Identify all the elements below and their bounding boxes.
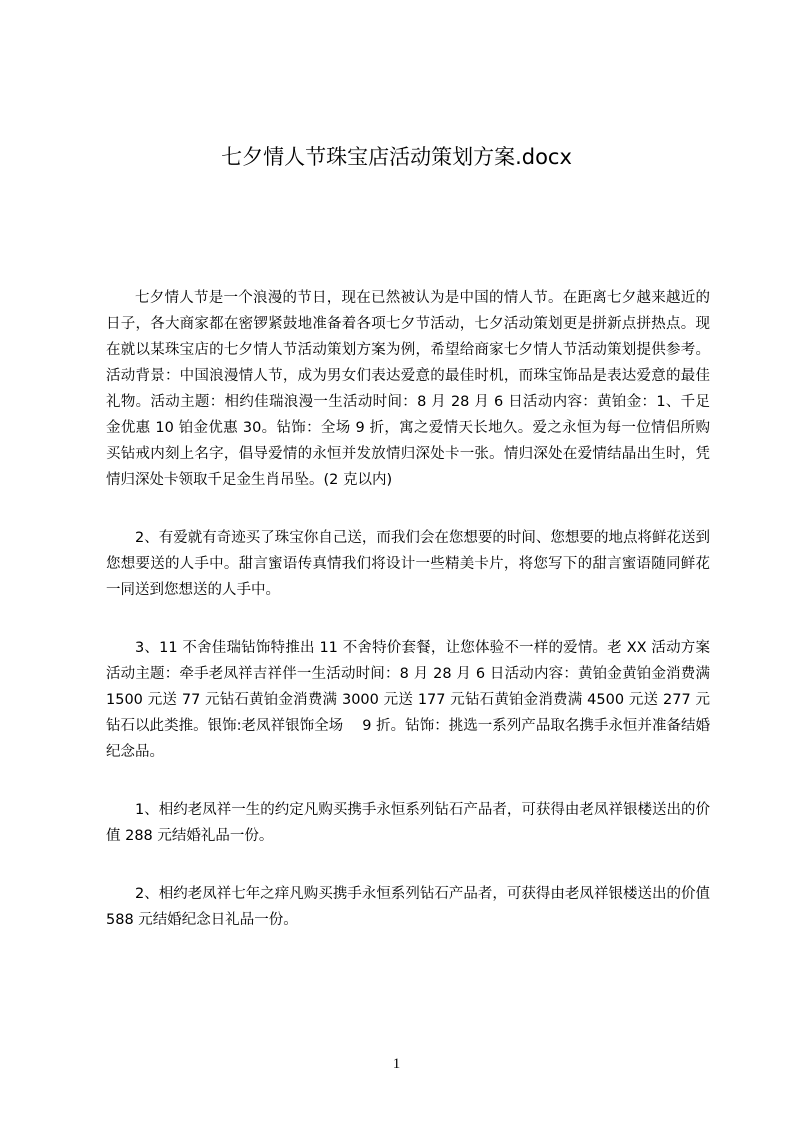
paragraph-flowers: 2、有爱就有奇迹买了珠宝你自己送，而我们会在您想要的时间、您想要的地点将鲜花送到您想要送的人手中。甜言蜜语传真情我们将设计一些精美卡片，将您写下的甜言蜜语随同鲜花一同送到您想送的人手中。 <box>106 530 710 598</box>
document-title: 七夕情人节珠宝店活动策划方案.docx <box>221 145 572 169</box>
paragraph-promise-gift: 1、相约老凤祥一生的约定凡购买携手永恒系列钻石产品者，可获得由老凤祥银楼送出的价值 288 元结婚礼品一份。 <box>106 802 710 844</box>
paragraph-anniversary-gift: 2、相约老凤祥七年之痒凡购买携手永恒系列钻石产品者，可获得由老凤祥银楼送出的价值 588 元结婚纪念日礼品一份。 <box>106 886 710 928</box>
paragraph-package: 3、11 不舍佳瑞钻饰特推出 11 不舍特价套餐，让您体验不一样的爱情。老 XX 活动方案活动主题：牵手老凤祥吉祥伴一生活动时间：8 月 28 月 6 日活动内容：黄铂金黄铂金消费满 1500 元送 77 元钻石黄铂金消费满 3000 元送 177 元钻石黄铂金消费满 4500 元送 277 元钻石以此类推。银饰:老凤祥银饰全场 9 折。钻饰：挑选一系列产品取名携手永恒并准备结婚纪念品。 <box>106 640 710 760</box>
document-body <box>106 285 710 965</box>
paragraph-intro: 七夕情人节是一个浪漫的节日，现在已然被认为是中国的情人节。在距离七夕越来越近的日子，各大商家都在密锣紧鼓地准备着各项七夕节活动，七夕活动策划更是拼新点拼热点。现在就以某珠宝店的七夕情人节活动策划方案为例，希望给商家七夕情人节活动策划提供参考。活动背景：中国浪漫情人节，成为男女们表达爱意的最佳时机，而珠宝饰品是表达爱意的最佳礼物。活动主题：相约佳瑞浪漫一生活动时间：8 月 28 月 6 日活动内容：黄铂金：1、千足金优惠 10 铂金优惠 30。钻饰：全场 9 折，寓之爱情天长地久。爱之永恒为每一位情侣所购买钻戒内刻上名字，倡导爱情的永恒并发放情归深处卡一张。情归深处在爱情结晶出生时，凭情归深处卡领取千足金生肖吊坠。(2 克以内) <box>106 290 710 488</box>
page-number: 1 <box>392 1056 401 1072</box>
